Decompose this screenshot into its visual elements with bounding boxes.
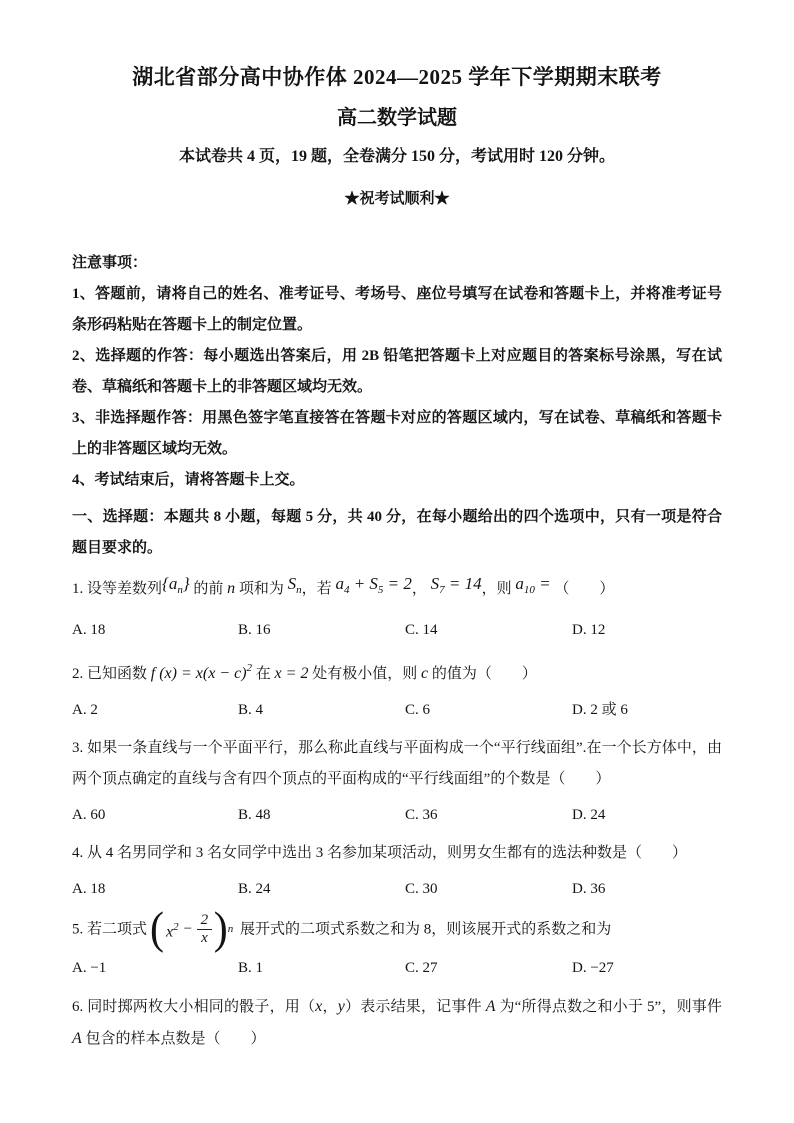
notice-item-2: 2、选择题的作答：每小题选出答案后，用 2B 铅笔把答题卡上对应题目的答案标号涂黑，写在试卷、草稿纸和答题卡上的非答题区域均无效。 — [72, 348, 722, 395]
question-6-stem: 6. 同时掷两枚大小相同的骰子，用（x，y）表示结果，记事件 A 为“所得点数之和小于 5”，则事件 A 包含的样本点数是（ ） — [72, 997, 722, 1047]
question-3 — [72, 733, 722, 830]
exam-subtitle: 高二数学试题 — [337, 107, 457, 129]
question-5-prefix: 5. 若二项式 — [72, 921, 148, 938]
question-1-stem: 1. 设等差数列{an} 的前 n 项和为 Sn，若 a4 + S5 = 2， S7 = 14，则 a10 = （ ） — [72, 574, 615, 597]
question-5-option-b: B. 1 — [238, 959, 264, 976]
question-5-option-c: C. 27 — [405, 959, 438, 976]
question-3-option-a: A. 60 — [72, 807, 106, 823]
question-5-options — [72, 953, 722, 983]
question-1-option-a: A. 18 — [72, 622, 106, 638]
question-5-suffix: 展开式的二项式系数之和为 8，则该展开式的系数之和为 — [236, 921, 612, 938]
binomial-expression — [150, 904, 234, 954]
question-4-option-d: D. 36 — [572, 881, 606, 897]
question-3-option-c: C. 36 — [405, 807, 438, 823]
notice-item-4: 4、考试结束后，请将答题卡上交。 — [72, 472, 305, 488]
question-3-option-b: B. 48 — [238, 807, 271, 823]
fraction-numerator: 2 — [200, 912, 209, 929]
exam-info-line: 本试卷共 4 页，19 题，全卷满分 150 分，考试用时 120 分钟。 — [178, 148, 615, 165]
question-3-option-d: D. 24 — [572, 807, 606, 823]
section-1-header: 一、选择题：本题共 8 小题，每题 5 分，共 40 分，在每小题给出的四个选项中，只有一项是符合题目要求的。 — [72, 509, 722, 556]
question-1-options — [72, 615, 722, 645]
notice-section — [72, 248, 722, 496]
question-1-option-d: D. 12 — [572, 622, 606, 638]
notice-item-3: 3、非选择题作答：用黑色签字笔直接答在答题卡对应的答题区域内，写在试卷、草稿纸和答题卡上的非答题区域均无效。 — [72, 410, 722, 457]
question-list — [72, 572, 722, 1055]
question-4 — [72, 838, 722, 904]
question-1-option-c: C. 14 — [405, 622, 438, 638]
notice-item-1: 1、答题前，请将自己的姓名、准考证号、考场号、座位号填写在试卷和答题卡上，并将准考证号条形码粘贴在答题卡上的制定位置。 — [72, 286, 722, 333]
left-paren: ( — [150, 904, 165, 954]
question-2-option-d: D. 2 或 6 — [572, 702, 628, 718]
base-term — [166, 912, 179, 947]
question-6 — [72, 991, 722, 1055]
question-4-option-c: C. 30 — [405, 881, 438, 897]
question-3-stem: 3. 如果一条直线与一个平面平行，那么称此直线与平面构成一个“平行线面组”.在一个长方体中，由两个顶点确定的直线与含有四个顶点的平面构成的“平行线面组”的个数是（ ） — [72, 740, 722, 787]
fraction-denominator: x — [197, 929, 212, 947]
question-4-options — [72, 874, 722, 904]
question-3-options — [72, 800, 722, 830]
fraction — [197, 912, 212, 948]
exam-wish-line: ★祝考试顺利★ — [344, 191, 450, 207]
question-5-option-a: A. −1 — [72, 959, 107, 976]
question-2 — [72, 653, 722, 725]
question-5-stem — [72, 904, 722, 954]
right-paren: ) — [213, 904, 228, 954]
base-exponent: 2 — [173, 921, 179, 934]
question-2-option-c: C. 6 — [405, 702, 431, 718]
minus-sign: − — [183, 921, 193, 938]
question-5-option-d: D. −27 — [572, 959, 614, 976]
question-4-option-b: B. 24 — [238, 881, 271, 897]
question-4-stem: 4. 从 4 名男同学和 3 名女同学中选出 3 名参加某项活动，则男女生都有的选法种数是（ ） — [72, 845, 688, 861]
base-variable: x — [166, 923, 174, 941]
outer-exponent: n — [227, 923, 234, 935]
question-2-options — [72, 695, 722, 725]
exam-title: 湖北省部分高中协作体 2024—2025 学年下学期期末联考 — [132, 65, 662, 89]
notice-heading: 注意事项： — [72, 255, 148, 271]
question-2-stem: 2. 已知函数 f $(x) = x(x - c)^2$ 在 x = 2 处有极小值，则 c 的值为（ ） — [72, 662, 537, 682]
question-1 — [72, 572, 722, 645]
question-5 — [72, 904, 722, 983]
question-2-option-b: B. 4 — [238, 702, 264, 718]
question-1-option-b: B. 16 — [238, 622, 271, 638]
question-2-option-a: A. 2 — [72, 702, 98, 718]
question-4-option-a: A. 18 — [72, 881, 106, 897]
